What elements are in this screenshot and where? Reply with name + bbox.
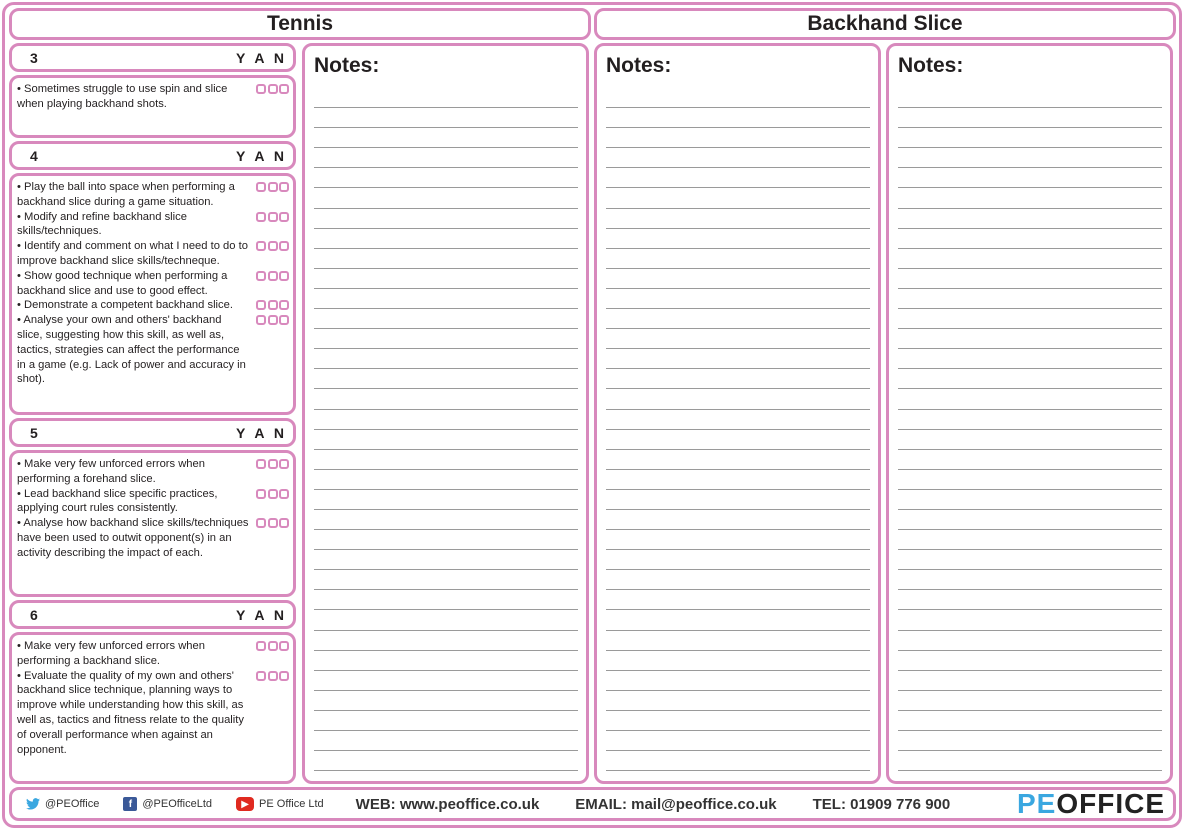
twitter-handle[interactable]	[26, 798, 99, 810]
note-line	[898, 711, 1162, 731]
criteria-text: • Analyse how backhand slice skills/techniques have been used to outwit opponent(s) in an activity describing the impact of each.	[17, 517, 249, 559]
criteria-text: • Sometimes struggle to use spin and slice when playing backhand shots.	[17, 83, 228, 110]
checkbox-n[interactable]	[279, 671, 289, 681]
youtube-icon: ▶	[236, 797, 254, 811]
note-line	[314, 309, 578, 329]
note-line	[606, 389, 870, 409]
note-line	[606, 530, 870, 550]
note-line	[898, 369, 1162, 389]
checkbox-a[interactable]	[268, 489, 278, 499]
criteria-item	[17, 82, 289, 112]
note-line	[606, 711, 870, 731]
note-line	[314, 450, 578, 470]
level-number: 6	[30, 606, 38, 623]
email-address[interactable]: EMAIL: mail@peoffice.co.uk	[575, 795, 777, 813]
footer	[9, 787, 1176, 821]
yan-checkboxes[interactable]	[256, 82, 289, 94]
criteria-text: • Demonstrate a competent backhand slice.	[17, 299, 233, 312]
note-lines[interactable]	[314, 88, 578, 779]
note-line	[898, 530, 1162, 550]
note-line	[314, 108, 578, 128]
web-address[interactable]: WEB: www.peoffice.co.uk	[355, 795, 540, 813]
checkbox-n[interactable]	[279, 212, 289, 222]
note-line	[314, 731, 578, 751]
level-header-5	[9, 418, 296, 447]
criteria-item	[17, 239, 289, 269]
checkbox-y[interactable]	[256, 459, 266, 469]
level-items-4	[9, 173, 296, 415]
peoffice-logo	[1017, 788, 1165, 820]
yan-label: Y A N	[235, 424, 287, 441]
note-line	[606, 349, 870, 369]
criteria-item	[17, 180, 289, 210]
note-line	[314, 249, 578, 269]
yan-label: Y A N	[235, 606, 287, 623]
note-line	[898, 148, 1162, 168]
yan-checkboxes[interactable]	[256, 639, 289, 651]
note-line	[606, 148, 870, 168]
note-line	[898, 631, 1162, 651]
note-line	[314, 711, 578, 731]
checkbox-a[interactable]	[268, 182, 278, 192]
note-line	[606, 128, 870, 148]
note-line	[314, 590, 578, 610]
note-line	[898, 168, 1162, 188]
criteria-item	[17, 516, 289, 560]
level-items-5	[9, 450, 296, 597]
criteria-text: • Show good technique when performing a backhand slice and use to good effect.	[17, 269, 228, 297]
note-line	[606, 590, 870, 610]
level-items-3	[9, 75, 296, 138]
yan-checkboxes[interactable]	[256, 180, 289, 192]
note-line	[606, 108, 870, 128]
note-line	[606, 671, 870, 691]
criteria-item	[17, 669, 289, 758]
criteria-text: • Make very few unforced errors when performing a backhand slice.	[17, 640, 205, 667]
facebook-handle[interactable]	[123, 797, 212, 811]
note-line	[606, 510, 870, 530]
logo-office: OFFICE	[1056, 788, 1165, 819]
note-line	[314, 410, 578, 430]
note-line	[606, 550, 870, 570]
checkbox-a[interactable]	[268, 271, 278, 281]
note-line	[898, 128, 1162, 148]
checkbox-y[interactable]	[256, 271, 266, 281]
note-line	[898, 610, 1162, 630]
checkbox-a[interactable]	[268, 671, 278, 681]
note-line	[898, 590, 1162, 610]
note-line	[606, 651, 870, 671]
criteria-text: • Lead backhand slice specific practices, applying court rules consistently.	[17, 487, 218, 515]
note-line	[606, 691, 870, 711]
title-tennis	[9, 8, 591, 40]
checkbox-a[interactable]	[268, 241, 278, 251]
note-line	[898, 209, 1162, 229]
criteria-item	[17, 313, 289, 387]
note-line	[898, 751, 1162, 771]
yan-checkboxes[interactable]	[256, 457, 289, 469]
checkbox-n[interactable]	[279, 271, 289, 281]
note-line	[898, 269, 1162, 289]
criteria-text: • Modify and refine backhand slice skills/techniques.	[17, 210, 187, 238]
note-line	[606, 631, 870, 651]
note-line	[898, 329, 1162, 349]
note-line	[898, 490, 1162, 510]
checkbox-y[interactable]	[256, 182, 266, 192]
criteria-text: • Make very few unforced errors when performing a forehand slice.	[17, 458, 205, 485]
note-line	[898, 289, 1162, 309]
checkbox-n[interactable]	[279, 182, 289, 192]
yan-checkboxes[interactable]	[256, 516, 289, 528]
criteria-text: • Play the ball into space when performing a backhand slice during a game situation.	[17, 181, 235, 208]
note-line	[606, 88, 870, 108]
note-line	[898, 430, 1162, 450]
note-line	[314, 389, 578, 409]
note-line	[314, 88, 578, 108]
checkbox-a[interactable]	[268, 84, 278, 94]
note-line	[314, 510, 578, 530]
note-line	[314, 148, 578, 168]
level-header-6	[9, 600, 296, 629]
note-lines[interactable]	[606, 88, 870, 779]
note-line	[606, 450, 870, 470]
checkbox-y[interactable]	[256, 84, 266, 94]
note-line	[898, 731, 1162, 751]
checkbox-n[interactable]	[279, 641, 289, 651]
level-number: 5	[30, 424, 38, 441]
notes-panel-1[interactable]	[302, 43, 589, 784]
checkbox-n[interactable]	[279, 315, 289, 325]
yan-checkboxes[interactable]	[256, 669, 289, 681]
note-line	[314, 229, 578, 249]
note-line	[314, 570, 578, 590]
note-line	[314, 329, 578, 349]
note-line	[898, 88, 1162, 108]
checkbox-y[interactable]	[256, 671, 266, 681]
checkbox-a[interactable]	[268, 641, 278, 651]
note-line	[606, 269, 870, 289]
notes-panel-3[interactable]	[886, 43, 1173, 784]
checkbox-a[interactable]	[268, 518, 278, 528]
note-line	[314, 349, 578, 369]
note-line	[898, 671, 1162, 691]
note-line	[314, 631, 578, 651]
note-line	[898, 691, 1162, 711]
note-line	[606, 309, 870, 329]
note-line	[606, 209, 870, 229]
note-line	[606, 470, 870, 490]
yan-label: Y A N	[235, 147, 287, 164]
checkbox-a[interactable]	[268, 315, 278, 325]
note-line	[314, 430, 578, 450]
twitter-text: @PEOffice	[45, 798, 100, 810]
criteria-item	[17, 298, 289, 313]
note-lines[interactable]	[898, 88, 1162, 779]
note-line	[606, 751, 870, 771]
yan-checkboxes[interactable]	[256, 269, 289, 281]
note-line	[314, 209, 578, 229]
note-line	[314, 550, 578, 570]
checkbox-n[interactable]	[279, 518, 289, 528]
note-line	[898, 410, 1162, 430]
note-line	[314, 369, 578, 389]
note-line	[314, 269, 578, 289]
criteria-text: • Evaluate the quality of my own and others' backhand slice technique, planning ways to improve while understanding how this skill, as well as, tactics and fitness relate to the quality of overall performance when against an opponent.	[17, 669, 244, 756]
note-line	[898, 229, 1162, 249]
yan-checkboxes[interactable]	[256, 210, 289, 222]
checkbox-n[interactable]	[279, 84, 289, 94]
title-skill	[594, 8, 1176, 40]
level-number: 3	[30, 49, 38, 66]
note-line	[606, 289, 870, 309]
checkbox-n[interactable]	[279, 489, 289, 499]
youtube-handle[interactable]	[236, 797, 324, 811]
note-line	[606, 249, 870, 269]
criteria-item	[17, 269, 289, 299]
criteria-item	[17, 457, 289, 487]
yan-checkboxes[interactable]	[256, 239, 289, 251]
checkbox-y[interactable]	[256, 241, 266, 251]
logo-pe: PE	[1016, 788, 1057, 819]
youtube-text: PE Office Ltd	[259, 798, 324, 810]
note-line	[606, 168, 870, 188]
note-line	[314, 751, 578, 771]
title-skill-text: Backhand Slice	[807, 12, 963, 35]
checkbox-a[interactable]	[268, 212, 278, 222]
note-line	[898, 550, 1162, 570]
note-line	[314, 691, 578, 711]
note-line	[314, 188, 578, 208]
level-header-3	[9, 43, 296, 72]
note-line	[606, 731, 870, 751]
note-line	[898, 249, 1162, 269]
note-line	[606, 430, 870, 450]
note-line	[314, 651, 578, 671]
checkbox-a[interactable]	[268, 300, 278, 310]
note-line	[606, 229, 870, 249]
checkbox-y[interactable]	[256, 315, 266, 325]
note-line	[314, 128, 578, 148]
note-line	[898, 450, 1162, 470]
notes-title: Notes:	[314, 54, 380, 77]
note-line	[898, 470, 1162, 490]
checkbox-y[interactable]	[256, 489, 266, 499]
yan-checkboxes[interactable]	[256, 298, 289, 310]
criteria-text: • Identify and comment on what I need to do to improve backhand slice skills/techneque.	[17, 240, 248, 267]
checkbox-y[interactable]	[256, 518, 266, 528]
note-line	[606, 188, 870, 208]
note-line	[314, 289, 578, 309]
note-line	[606, 329, 870, 349]
notes-panel-2[interactable]	[594, 43, 881, 784]
checkbox-y[interactable]	[256, 212, 266, 222]
note-line	[314, 168, 578, 188]
twitter-icon	[26, 798, 40, 810]
note-line	[898, 389, 1162, 409]
facebook-text: @PEOfficeLtd	[142, 798, 213, 810]
telephone-number: TEL: 01909 776 900	[812, 795, 951, 813]
note-line	[898, 309, 1162, 329]
yan-checkboxes[interactable]	[256, 313, 289, 325]
note-line	[606, 410, 870, 430]
note-line	[898, 570, 1162, 590]
level-number: 4	[30, 147, 38, 164]
note-line	[898, 108, 1162, 128]
notes-title: Notes:	[606, 54, 672, 77]
note-line	[314, 530, 578, 550]
criteria-item	[17, 210, 289, 240]
note-line	[606, 490, 870, 510]
criteria-item	[17, 639, 289, 669]
checkbox-y[interactable]	[256, 641, 266, 651]
title-tennis-text: Tennis	[266, 12, 334, 35]
checkbox-n[interactable]	[279, 241, 289, 251]
note-line	[314, 470, 578, 490]
checkbox-y[interactable]	[256, 300, 266, 310]
note-line	[898, 510, 1162, 530]
note-line	[314, 671, 578, 691]
facebook-icon: f	[123, 797, 137, 811]
criteria-text: • Analyse your own and others' backhand slice, suggesting how this skill, as well as, tactics, strategies can affect the performance in a game (e.g. Lack of power and accuracy in shot).	[17, 314, 246, 386]
note-line	[898, 651, 1162, 671]
level-items-6	[9, 632, 296, 784]
note-line	[898, 188, 1162, 208]
checkbox-n[interactable]	[279, 300, 289, 310]
yan-label: Y A N	[235, 49, 287, 66]
checkbox-n[interactable]	[279, 459, 289, 469]
note-line	[606, 570, 870, 590]
criteria-item	[17, 487, 289, 517]
note-line	[606, 610, 870, 630]
note-line	[314, 490, 578, 510]
note-line	[314, 610, 578, 630]
notes-title: Notes:	[898, 54, 964, 77]
note-line	[606, 369, 870, 389]
note-line	[898, 349, 1162, 369]
checkbox-a[interactable]	[268, 459, 278, 469]
yan-checkboxes[interactable]	[256, 487, 289, 499]
level-header-4	[9, 141, 296, 170]
